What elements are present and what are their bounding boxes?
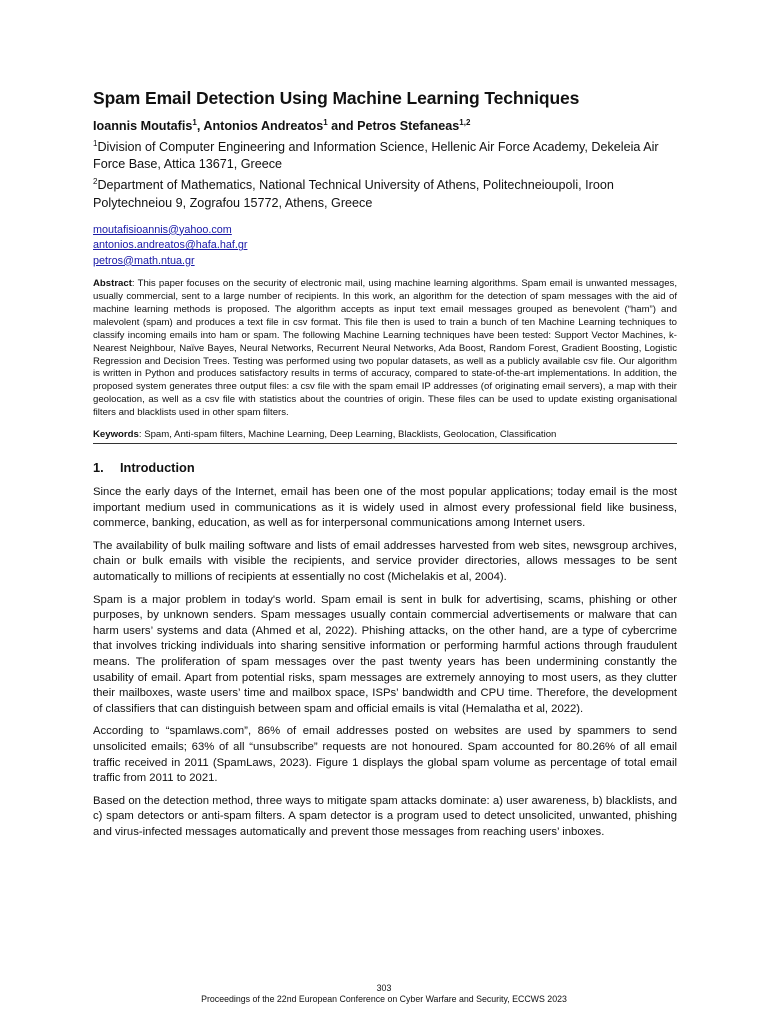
author-name: Ioannis Moutafis — [93, 119, 193, 134]
affiliation-number: 1 — [93, 139, 98, 149]
section-heading — [93, 460, 677, 475]
affiliation-text: Department of Mathematics, National Technical University of Athens, Politechneioupoli, Iroon Polytechneiou 9, Zografou 15772, Athens, Greece — [93, 178, 614, 210]
affiliation — [93, 135, 677, 173]
body-paragraph: The availability of bulk mailing software and lists of email addresses harvested from web sites, newsgroup archives, chain or bulk emails with visible the recipients, and service provider directories, allows messages to be sent automatically to millions of recipients at essentially no cost (Michelakis et al, 2004). — [93, 539, 677, 583]
section-title: Introduction — [120, 460, 195, 476]
author-affiliation-mark: 1 — [192, 118, 197, 127]
author-name: Petros Stefaneas — [357, 119, 460, 134]
abstract-text: : This paper focuses on the security of electronic mail, using machine learning algorithms. Spam email is unwanted messages, usually commercial, sent to a large number of recipients. In this work, an algorithm for the detection of spam messages with the aid of machine learning methods is proposed. The algorithm accepts as input text email messages grouped as benevolent (“ham”) and malevolent (spam) and produces a text file in csv format. This file then is used to train a bunch of ten Machine Learning techniques to classify incoming emails into ham or spam. The following Machine Learning techniques have been tested: Support Vector Machines, k-Nearest Neighbour, Naïve Bayes, Neural Networks, Recurrent Neural Networks, Ada Boost, Random Forest, Gradient Boosting, Logistic Regression and Decision Trees. Testing was performed using two popular datasets, as well as a publicly available csv file. Our algorithm is written in Python and produces satisfactory results in terms of accuracy, compared to state-of-the-art implementations. In addition, the proposed system generates three output files: a csv file with the spam email IP addresses (of originating email servers), a map with their geolocation, as well as a csv file with statistics about the countries of origin. These files can be used to update existing organisational filters and blacklists used in other spam filters. — [93, 278, 677, 419]
author-list — [93, 118, 677, 133]
email-link[interactable]: petros@math.ntua.gr — [93, 254, 195, 267]
author-emails — [93, 223, 677, 270]
author-separator: , — [196, 119, 204, 134]
body-paragraph: Since the early days of the Internet, email has been one of the most popular applications; today email is the most important medium used in communications as it is widely used in almost every professional field like business, commerce, banking, education, as well as for interpersonal communications among Internet users. — [93, 486, 677, 530]
author-affiliation-mark: 1,2 — [459, 118, 471, 127]
abstract-label: Abstract — [93, 278, 132, 290]
body-paragraph: Spam is a major problem in today's world. Spam email is sent in bulk for advertising, scams, phishing or other purposes, by unknown senders. Spam messages usually contain commercial advertisements or malware that can harm users’ systems and data (Ahmed et al, 2022). Phishing attacks, on the other hand, are a type of cybercrime that involves tricking individuals into sharing sensitive information or performing harmful actions through fraudulent means. The proliferation of spam messages over the past twenty years has been undermining constantly the usability of email. Apart from potential risks, spam messages are extremely annoying to most users, as they clutter their mailboxes, waste users’ time and mailbox space, ISPs’ bandwidth and CPU time. Therefore, the development of classifiers that can distinguish between spam and official emails is vital (Hemalatha et al, 2022). — [93, 593, 677, 715]
keywords-text: : Spam, Anti-spam filters, Machine Learning, Deep Learning, Blacklists, Geolocation, Classification — [138, 429, 557, 441]
author-affiliation-mark: 1 — [323, 118, 328, 127]
abstract — [93, 278, 677, 420]
section-number: 1. — [93, 460, 104, 476]
page-number: 303 — [376, 983, 392, 993]
keywords-label: Keywords — [93, 429, 139, 441]
email-link[interactable]: antonios.andreatos@hafa.haf.gr — [93, 239, 248, 252]
affiliation-number: 2 — [93, 177, 98, 187]
author-name: Antonios Andreatos — [203, 119, 324, 134]
affiliation — [93, 173, 677, 211]
body-paragraph: According to “spamlaws.com”, 86% of email addresses posted on websites are used by spammers to send unsolicited emails; 63% of all “unsubscribe” requests are not honoured. Spam accounted for 80.26% of all email traffic received in 2011 (SpamLaws, 2023). Figure 1 displays the global spam volume as percentage of total email traffic from 2011 to 2021. — [93, 725, 677, 785]
keywords — [93, 428, 677, 441]
body-paragraph: Based on the detection method, three ways to mitigate spam attacks dominate: a) user awareness, b) blacklists, and c) spam detectors or anti-spam filters. A spam detector is a program used to detect unsolicited, unwanted, phishing and virus-infected messages automatically and prevent those messages from reaching users’ inboxes. — [93, 794, 677, 838]
affiliation-text: Division of Computer Engineering and Information Science, Hellenic Air Force Academy, Dekeleia Air Force Base, Attica 13671, Greece — [93, 140, 659, 172]
email-link[interactable]: moutafisioannis@yahoo.com — [93, 223, 232, 236]
proceedings-footer: Proceedings of the 22nd European Conference on Cyber Warfare and Security, ECCWS 2023 — [201, 994, 567, 1004]
author-separator: and — [327, 119, 358, 134]
paper-title: Spam Email Detection Using Machine Learning Techniques — [93, 88, 580, 108]
paper-page — [93, 88, 677, 848]
section-divider — [93, 443, 677, 444]
